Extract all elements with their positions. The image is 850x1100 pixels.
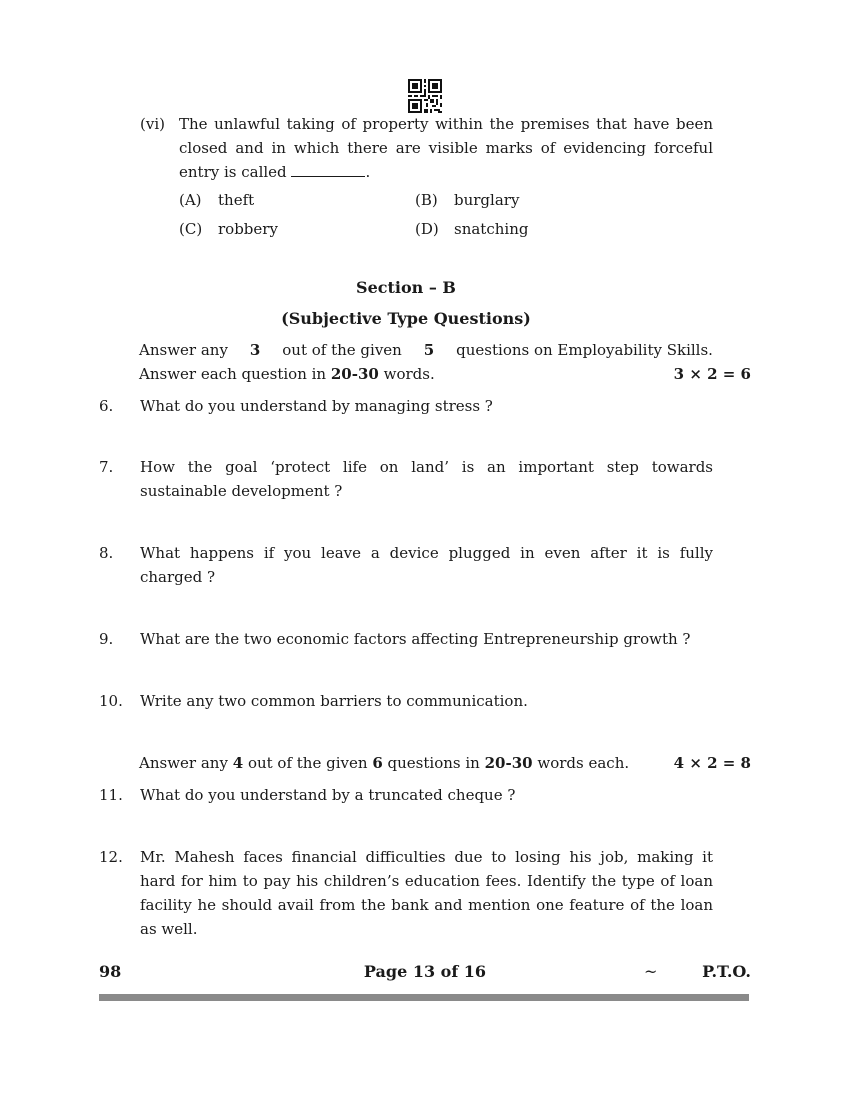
footer-rule [99, 994, 749, 1001]
mcq-vi-line3-text: entry is called [179, 163, 287, 181]
mcq-vi-line2: closed and in which there are visible marks of evidencing forceful [179, 139, 713, 157]
option-d-text: snatching [454, 220, 529, 238]
qr-code [408, 79, 442, 113]
question-number: 7. [99, 458, 114, 476]
question-text: What do you understand by managing stress ? [140, 397, 493, 415]
question-number: 11. [99, 786, 123, 804]
section-title: Section – B [356, 278, 456, 297]
mcq-vi-line3-end: . [365, 163, 371, 181]
question-text: sustainable development ? [140, 482, 343, 500]
question-text: Write any two common barriers to communication. [140, 692, 528, 710]
option-c-label: (C) [179, 220, 203, 238]
mcq-vi-number: (vi) [140, 115, 165, 133]
instr2-count-given: 6 [372, 754, 383, 772]
question-text: Mr. Mahesh faces financial difficulties due to losing his job, making it [140, 848, 713, 866]
page-number: Page 13 of 16 [363, 962, 487, 981]
instr2-text-a: Answer any [139, 754, 228, 772]
instruction-1-line1 [139, 338, 713, 362]
question-number: 9. [99, 630, 114, 648]
question-text: What are the two economic factors affecting Entrepreneurship growth ? [140, 630, 691, 648]
footer-tilde: ~ [644, 962, 658, 981]
option-b-label: (B) [415, 191, 438, 209]
question-text: What happens if you leave a device plugged in even after it is fully [140, 544, 713, 562]
instr2-word-range: 20-30 [484, 754, 533, 772]
instruction-2 [139, 751, 629, 775]
question-number: 8. [99, 544, 114, 562]
instr1-count-answer: 3 [249, 341, 261, 359]
question-text: as well. [140, 920, 198, 938]
instr1-word-range: 20-30 [330, 365, 379, 383]
instr1-text-c: questions on Employability Skills. [456, 341, 713, 359]
instr1-text-d: Answer each question in [139, 365, 327, 383]
question-number: 6. [99, 397, 114, 415]
paper-code: 98 [99, 962, 122, 981]
option-c-text: robbery [218, 220, 278, 238]
instruction-1-marks: 3 × 2 = 6 [673, 365, 751, 383]
option-a-label: (A) [179, 191, 202, 209]
question-text: What do you understand by a truncated cheque ? [140, 786, 516, 804]
instr2-count-answer: 4 [232, 754, 244, 772]
question-text: charged ? [140, 568, 216, 586]
instr1-count-given: 5 [423, 341, 435, 359]
instruction-2-marks: 4 × 2 = 8 [673, 754, 751, 772]
please-turn-over: P.T.O. [702, 962, 751, 981]
mcq-vi-line3 [179, 160, 370, 184]
instr1-text-e: words. [383, 365, 435, 383]
question-number: 12. [99, 848, 123, 866]
answer-blank [291, 162, 365, 177]
question-text: How the goal ‘protect life on land’ is an important step towards [140, 458, 713, 476]
question-text: facility he should avail from the bank and mention one feature of the loan [140, 896, 713, 914]
instr2-text-d: words each. [537, 754, 630, 772]
instr2-text-c: questions in [387, 754, 480, 772]
question-number: 10. [99, 692, 123, 710]
mcq-vi-line1: The unlawful taking of property within the premises that have been [179, 115, 713, 133]
option-d-label: (D) [415, 220, 439, 238]
instr1-text-b: out of the given [282, 341, 402, 359]
section-subtitle: (Subjective Type Questions) [281, 309, 531, 328]
instr2-text-b: out of the given [247, 754, 368, 772]
question-text: hard for him to pay his children’s education fees. Identify the type of loan [140, 872, 713, 890]
instruction-1-line2 [139, 362, 435, 386]
option-a-text: theft [218, 191, 255, 209]
instr1-text-a: Answer any [139, 341, 228, 359]
option-b-text: burglary [454, 191, 520, 209]
